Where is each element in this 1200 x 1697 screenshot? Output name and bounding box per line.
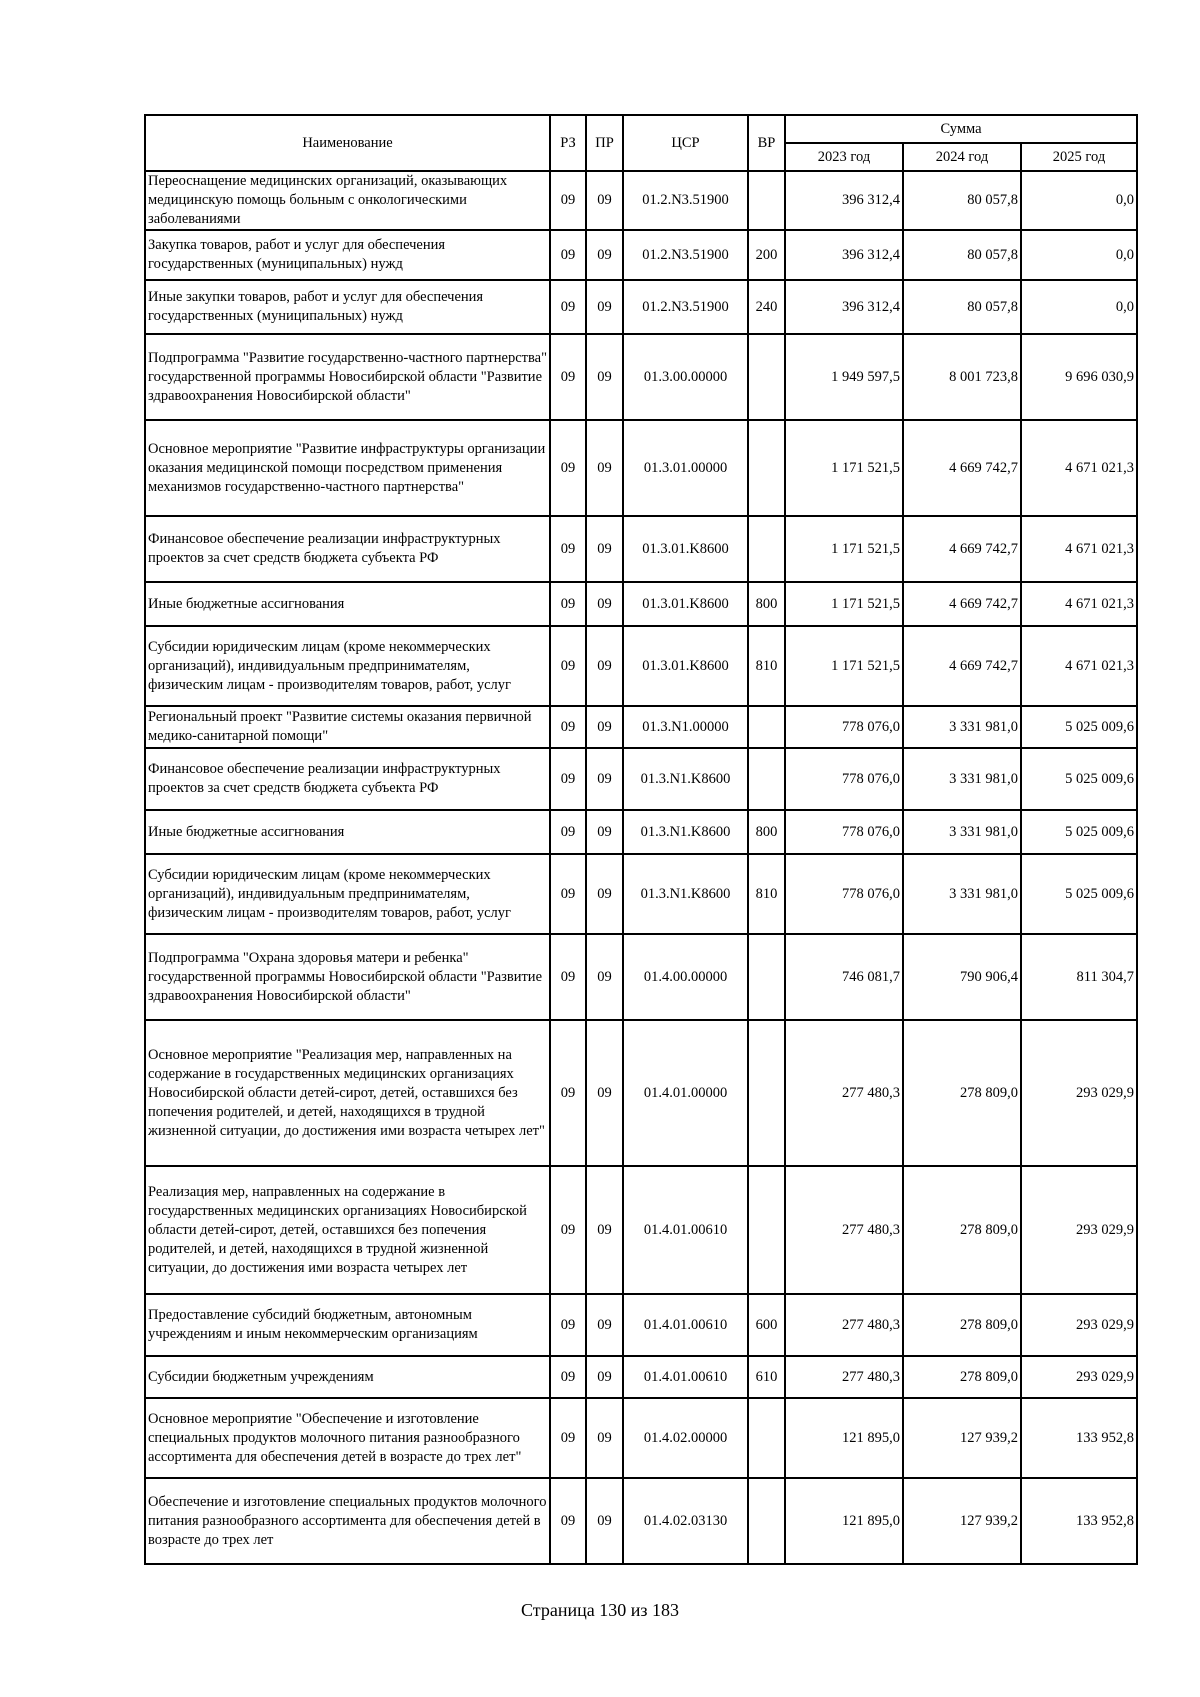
header-csr: ЦСР — [623, 115, 748, 171]
cell-y2024: 4 669 742,7 — [903, 516, 1021, 582]
cell-vr — [748, 706, 785, 748]
cell-pr: 09 — [586, 1166, 623, 1294]
cell-y2023: 277 480,3 — [785, 1020, 903, 1166]
table-row — [145, 1020, 1137, 1166]
cell-y2023: 778 076,0 — [785, 854, 903, 934]
cell-vr — [748, 516, 785, 582]
cell-rz: 09 — [550, 1166, 586, 1294]
cell-name: Субсидии юридическим лицам (кроме некоммерческих организаций), индивидуальным предпринимателям, физическим лицам - производителям товаров, работ, услуг — [145, 854, 550, 934]
cell-vr — [748, 1020, 785, 1166]
cell-csr: 01.4.01.00610 — [623, 1356, 748, 1398]
cell-name: Субсидии бюджетным учреждениям — [145, 1356, 550, 1398]
cell-y2024: 80 057,8 — [903, 171, 1021, 230]
cell-y2023: 778 076,0 — [785, 748, 903, 810]
cell-y2023: 121 895,0 — [785, 1478, 903, 1564]
table-row — [145, 334, 1137, 420]
cell-name: Подпрограмма "Развитие государственно-частного партнерства" государственной программы Новосибирской области "Развитие здравоохранения Новосибирской области" — [145, 334, 550, 420]
cell-y2023: 277 480,3 — [785, 1356, 903, 1398]
table-row — [145, 748, 1137, 810]
cell-y2023: 277 480,3 — [785, 1294, 903, 1356]
table-row — [145, 171, 1137, 230]
header-pr: ПР — [586, 115, 623, 171]
cell-pr: 09 — [586, 171, 623, 230]
cell-pr: 09 — [586, 706, 623, 748]
cell-y2025: 293 029,9 — [1021, 1166, 1137, 1294]
cell-y2025: 293 029,9 — [1021, 1356, 1137, 1398]
cell-vr — [748, 934, 785, 1020]
cell-y2024: 4 669 742,7 — [903, 626, 1021, 706]
cell-vr — [748, 1398, 785, 1478]
cell-y2025: 5 025 009,6 — [1021, 854, 1137, 934]
cell-rz: 09 — [550, 1020, 586, 1166]
cell-y2025: 5 025 009,6 — [1021, 748, 1137, 810]
cell-y2023: 778 076,0 — [785, 810, 903, 854]
table-row — [145, 1478, 1137, 1564]
cell-y2024: 278 809,0 — [903, 1166, 1021, 1294]
cell-pr: 09 — [586, 1294, 623, 1356]
cell-csr: 01.3.N1.K8600 — [623, 748, 748, 810]
cell-y2025: 811 304,7 — [1021, 934, 1137, 1020]
cell-y2024: 3 331 981,0 — [903, 748, 1021, 810]
cell-csr: 01.4.00.00000 — [623, 934, 748, 1020]
table-row — [145, 582, 1137, 626]
table-row — [145, 1294, 1137, 1356]
header-rz: РЗ — [550, 115, 586, 171]
cell-y2024: 3 331 981,0 — [903, 810, 1021, 854]
table-row — [145, 1356, 1137, 1398]
cell-vr — [748, 171, 785, 230]
cell-rz: 09 — [550, 1398, 586, 1478]
cell-y2023: 1 171 521,5 — [785, 516, 903, 582]
cell-y2024: 4 669 742,7 — [903, 582, 1021, 626]
cell-name: Иные бюджетные ассигнования — [145, 810, 550, 854]
cell-pr: 09 — [586, 748, 623, 810]
cell-name: Основное мероприятие "Реализация мер, направленных на содержание в государственных медицинских организациях Новосибирской области детей-сирот, детей, оставшихся без попечения родителей, и детей, находящихся в трудной жизненной ситуации, до достижения ими возраста четырех лет" — [145, 1020, 550, 1166]
cell-y2023: 396 312,4 — [785, 280, 903, 334]
table-row — [145, 1166, 1137, 1294]
cell-y2023: 396 312,4 — [785, 230, 903, 280]
cell-rz: 09 — [550, 626, 586, 706]
cell-name: Предоставление субсидий бюджетным, автономным учреждениям и иным некоммерческим организациям — [145, 1294, 550, 1356]
cell-vr: 600 — [748, 1294, 785, 1356]
cell-rz: 09 — [550, 516, 586, 582]
cell-vr: 810 — [748, 854, 785, 934]
cell-y2025: 293 029,9 — [1021, 1020, 1137, 1166]
header-sum: Сумма — [785, 115, 1137, 143]
cell-y2023: 121 895,0 — [785, 1398, 903, 1478]
cell-y2023: 1 949 597,5 — [785, 334, 903, 420]
cell-rz: 09 — [550, 230, 586, 280]
cell-y2024: 80 057,8 — [903, 230, 1021, 280]
cell-csr: 01.3.N1.K8600 — [623, 854, 748, 934]
cell-csr: 01.3.01.K8600 — [623, 582, 748, 626]
cell-rz: 09 — [550, 171, 586, 230]
header-2024: 2024 год — [903, 143, 1021, 171]
table-row — [145, 626, 1137, 706]
cell-y2024: 4 669 742,7 — [903, 420, 1021, 516]
cell-pr: 09 — [586, 1356, 623, 1398]
cell-pr: 09 — [586, 810, 623, 854]
cell-pr: 09 — [586, 1478, 623, 1564]
cell-y2025: 133 952,8 — [1021, 1478, 1137, 1564]
cell-vr: 200 — [748, 230, 785, 280]
cell-name: Закупка товаров, работ и услуг для обеспечения государственных (муниципальных) нужд — [145, 230, 550, 280]
table-row — [145, 934, 1137, 1020]
cell-csr: 01.4.02.00000 — [623, 1398, 748, 1478]
cell-y2024: 278 809,0 — [903, 1020, 1021, 1166]
cell-csr: 01.4.02.03130 — [623, 1478, 748, 1564]
cell-y2023: 396 312,4 — [785, 171, 903, 230]
cell-rz: 09 — [550, 748, 586, 810]
cell-name: Региональный проект "Развитие системы оказания первичной медико-санитарной помощи" — [145, 706, 550, 748]
cell-rz: 09 — [550, 1478, 586, 1564]
cell-name: Основное мероприятие "Обеспечение и изготовление специальных продуктов молочного питания разнообразного ассортимента для обеспечения детей в возрасте до трех лет" — [145, 1398, 550, 1478]
cell-csr: 01.3.01.00000 — [623, 420, 748, 516]
cell-vr: 800 — [748, 582, 785, 626]
cell-name: Субсидии юридическим лицам (кроме некоммерческих организаций), индивидуальным предпринимателям, физическим лицам - производителям товаров, работ, услуг — [145, 626, 550, 706]
cell-y2024: 80 057,8 — [903, 280, 1021, 334]
cell-name: Переоснащение медицинских организаций, оказывающих медицинскую помощь больным с онкологическими заболеваниями — [145, 171, 550, 230]
cell-name: Подпрограмма "Охрана здоровья матери и ребенка" государственной программы Новосибирской области "Развитие здравоохранения Новосибирской области" — [145, 934, 550, 1020]
cell-pr: 09 — [586, 280, 623, 334]
cell-csr: 01.3.N1.00000 — [623, 706, 748, 748]
cell-csr: 01.4.01.00610 — [623, 1166, 748, 1294]
header-2023: 2023 год — [785, 143, 903, 171]
cell-csr: 01.3.00.00000 — [623, 334, 748, 420]
cell-name: Реализация мер, направленных на содержание в государственных медицинских организациях Новосибирской области детей-сирот, детей, оставшихся без попечения родителей, и детей, находящихся в трудной жизненной ситуации, до достижения ими возраста четырех лет — [145, 1166, 550, 1294]
cell-name: Финансовое обеспечение реализации инфраструктурных проектов за счет средств бюджета субъекта РФ — [145, 516, 550, 582]
cell-csr: 01.4.01.00610 — [623, 1294, 748, 1356]
cell-rz: 09 — [550, 1356, 586, 1398]
cell-rz: 09 — [550, 810, 586, 854]
cell-y2025: 293 029,9 — [1021, 1294, 1137, 1356]
table-row — [145, 230, 1137, 280]
cell-pr: 09 — [586, 1020, 623, 1166]
cell-pr: 09 — [586, 934, 623, 1020]
cell-rz: 09 — [550, 1294, 586, 1356]
cell-pr: 09 — [586, 582, 623, 626]
cell-y2025: 4 671 021,3 — [1021, 420, 1137, 516]
cell-y2023: 746 081,7 — [785, 934, 903, 1020]
cell-rz: 09 — [550, 706, 586, 748]
cell-y2024: 127 939,2 — [903, 1398, 1021, 1478]
cell-csr: 01.2.N3.51900 — [623, 280, 748, 334]
cell-name: Иные бюджетные ассигнования — [145, 582, 550, 626]
cell-y2025: 0,0 — [1021, 171, 1137, 230]
cell-vr — [748, 1166, 785, 1294]
cell-rz: 09 — [550, 280, 586, 334]
cell-vr — [748, 334, 785, 420]
header-vr: ВР — [748, 115, 785, 171]
cell-y2024: 278 809,0 — [903, 1356, 1021, 1398]
cell-y2024: 790 906,4 — [903, 934, 1021, 1020]
cell-vr — [748, 1478, 785, 1564]
cell-vr: 240 — [748, 280, 785, 334]
cell-y2025: 5 025 009,6 — [1021, 706, 1137, 748]
cell-y2023: 277 480,3 — [785, 1166, 903, 1294]
table-row — [145, 280, 1137, 334]
cell-pr: 09 — [586, 420, 623, 516]
cell-vr: 810 — [748, 626, 785, 706]
cell-pr: 09 — [586, 626, 623, 706]
cell-pr: 09 — [586, 1398, 623, 1478]
budget-table — [144, 114, 1138, 1565]
cell-vr: 610 — [748, 1356, 785, 1398]
cell-vr: 800 — [748, 810, 785, 854]
cell-y2025: 0,0 — [1021, 280, 1137, 334]
cell-y2024: 127 939,2 — [903, 1478, 1021, 1564]
cell-y2025: 9 696 030,9 — [1021, 334, 1137, 420]
cell-rz: 09 — [550, 334, 586, 420]
page-number: Страница 130 из 183 — [521, 1600, 679, 1620]
table-row — [145, 516, 1137, 582]
cell-csr: 01.3.01.K8600 — [623, 516, 748, 582]
cell-y2024: 3 331 981,0 — [903, 706, 1021, 748]
table-row — [145, 1398, 1137, 1478]
cell-vr — [748, 748, 785, 810]
cell-y2023: 1 171 521,5 — [785, 626, 903, 706]
cell-pr: 09 — [586, 230, 623, 280]
cell-name: Обеспечение и изготовление специальных продуктов молочного питания разнообразного ассортимента для обеспечения детей в возрасте до трех лет — [145, 1478, 550, 1564]
cell-name: Иные закупки товаров, работ и услуг для обеспечения государственных (муниципальных) нужд — [145, 280, 550, 334]
header-2025: 2025 год — [1021, 143, 1137, 171]
cell-name: Основное мероприятие "Развитие инфраструктуры организации оказания медицинской помощи посредством применения механизмов государственно-частного партнерства" — [145, 420, 550, 516]
cell-y2023: 778 076,0 — [785, 706, 903, 748]
cell-rz: 09 — [550, 854, 586, 934]
cell-y2025: 4 671 021,3 — [1021, 582, 1137, 626]
cell-csr: 01.4.01.00000 — [623, 1020, 748, 1166]
cell-rz: 09 — [550, 420, 586, 516]
cell-vr — [748, 420, 785, 516]
header-name: Наименование — [145, 115, 550, 171]
cell-rz: 09 — [550, 582, 586, 626]
cell-pr: 09 — [586, 854, 623, 934]
cell-y2025: 0,0 — [1021, 230, 1137, 280]
header-row — [145, 115, 1137, 143]
table-row — [145, 420, 1137, 516]
table-row — [145, 706, 1137, 748]
cell-name: Финансовое обеспечение реализации инфраструктурных проектов за счет средств бюджета субъекта РФ — [145, 748, 550, 810]
cell-y2025: 5 025 009,6 — [1021, 810, 1137, 854]
cell-y2025: 4 671 021,3 — [1021, 626, 1137, 706]
cell-pr: 09 — [586, 516, 623, 582]
table-row — [145, 810, 1137, 854]
cell-y2023: 1 171 521,5 — [785, 582, 903, 626]
cell-y2024: 3 331 981,0 — [903, 854, 1021, 934]
table-body — [145, 171, 1137, 1564]
cell-y2025: 133 952,8 — [1021, 1398, 1137, 1478]
cell-y2023: 1 171 521,5 — [785, 420, 903, 516]
cell-y2025: 4 671 021,3 — [1021, 516, 1137, 582]
cell-csr: 01.3.N1.K8600 — [623, 810, 748, 854]
table-row — [145, 854, 1137, 934]
cell-y2024: 8 001 723,8 — [903, 334, 1021, 420]
cell-csr: 01.2.N3.51900 — [623, 230, 748, 280]
cell-y2024: 278 809,0 — [903, 1294, 1021, 1356]
cell-rz: 09 — [550, 934, 586, 1020]
cell-pr: 09 — [586, 334, 623, 420]
cell-csr: 01.2.N3.51900 — [623, 171, 748, 230]
cell-csr: 01.3.01.K8600 — [623, 626, 748, 706]
